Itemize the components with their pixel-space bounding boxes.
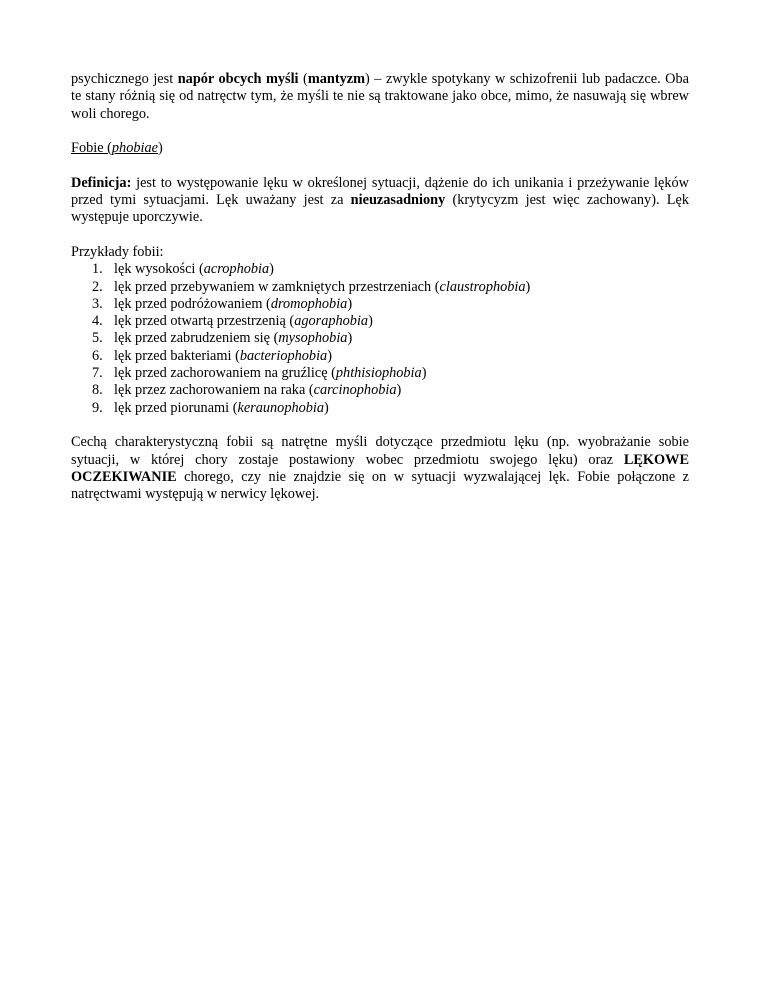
- spacer: [71, 123, 689, 140]
- list-text: lęk przed otwartą przestrzenią (: [114, 313, 295, 330]
- list-item: [71, 330, 689, 347]
- list-text: lęk przed piorunami (: [114, 399, 238, 416]
- phobia-list: [71, 261, 689, 417]
- list-item: [71, 313, 689, 330]
- heading-part: ): [157, 140, 163, 157]
- list-number: 9.: [92, 399, 103, 416]
- list-text: ): [347, 330, 353, 347]
- list-text: lęk przed zachorowaniem na gruźlicę (: [114, 365, 336, 382]
- list-text: ): [327, 347, 332, 364]
- latin-term: mysophobia: [278, 330, 348, 347]
- list-number: 2.: [92, 278, 103, 295]
- heading-part: Fobie (: [71, 140, 112, 157]
- bold-term: nieuzasadniony: [350, 192, 446, 209]
- paragraph-cecha-fobii: [71, 434, 689, 503]
- section-heading-fobie: [71, 140, 689, 157]
- list-number: 6.: [92, 347, 103, 364]
- latin-term: claustrophobia: [439, 278, 526, 295]
- list-text: ): [525, 278, 531, 295]
- latin-term: acrophobia: [203, 261, 270, 278]
- list-text: ): [324, 399, 329, 416]
- text-run: (: [298, 71, 308, 87]
- latin-term: agoraphobia: [294, 313, 369, 330]
- list-text: lęk przed przebywaniem w zamkniętych przestrzeniach (: [114, 278, 440, 295]
- text-run: (krytycyzm jest więc zachowany). Lęk występuje uporczywie.: [71, 192, 689, 226]
- definition-label: Definicja:: [71, 174, 132, 191]
- text-run: ) – zwykle spotykany w schizofrenii lub padaczce. Oba te stany różnią się od natręctw tym, że myśli te nie są traktowane jako obce, mimo, że nasuwają się wbrew woli chorego.: [71, 71, 689, 122]
- text-run: jest to występowanie lęku w określonej sytuacji, dążenie do ich unikania i przeżywanie lęków przed tymi sytuacjami. Lęk uważany jest za: [71, 174, 689, 209]
- latin-term: bacteriophobia: [239, 347, 328, 364]
- list-text: ): [421, 365, 427, 382]
- text-run: Cechą charakterystyczną fobii są natrętne myśli dotyczące przedmiotu lęku (np. wyobrażanie sobie sytuacji, w której chory zostaje postawiony wobec przedmiotu swojego lęku) oraz: [71, 434, 689, 468]
- list-item: [71, 261, 689, 278]
- list-text: lęk przed podróżowaniem (: [114, 295, 271, 312]
- list-text: ): [269, 261, 274, 278]
- text-run: chorego, czy nie znajdzie się on w sytuacji wyzwalającej lęk. Fobie połączone z natręctwami występują w nerwicy lękowej.: [71, 468, 689, 503]
- bold-term: LĘKOWE OCZEKIWANIE: [71, 451, 689, 485]
- spacer: [71, 227, 689, 244]
- paragraph-definicja: [71, 175, 689, 227]
- list-item: [71, 365, 689, 382]
- list-number: 1.: [92, 261, 103, 278]
- latin-term: phthisiophobia: [335, 365, 422, 382]
- list-item: [71, 279, 689, 296]
- latin-term: keraunophobia: [237, 399, 325, 416]
- list-number: 3.: [92, 295, 103, 312]
- list-text: ): [347, 295, 353, 312]
- latin-term: dromophobia: [270, 295, 348, 312]
- list-text: lęk wysokości (: [114, 261, 204, 278]
- list-item: [71, 382, 689, 399]
- text-run: psychicznego jest: [71, 71, 178, 87]
- list-number: 4.: [92, 313, 103, 330]
- heading-text: [71, 140, 158, 156]
- list-number: 5.: [92, 330, 103, 347]
- bold-term: mantyzm: [307, 71, 365, 87]
- list-text: lęk przez zachorowaniem na raka (: [114, 382, 314, 399]
- list-text: ): [368, 313, 373, 330]
- spacer: [71, 417, 689, 434]
- bold-term: napór obcych myśli: [177, 71, 299, 87]
- list-item: [71, 400, 689, 417]
- list-item: [71, 296, 689, 313]
- spacer: [71, 157, 689, 174]
- paragraph-napor-myśli: [71, 71, 689, 123]
- latin-term: carcinophobia: [313, 382, 397, 399]
- document-page: [71, 71, 689, 503]
- list-text: lęk przed zabrudzeniem się (: [114, 330, 279, 347]
- heading-latin-term: phobiae: [111, 140, 158, 157]
- list-text: ): [396, 382, 402, 399]
- examples-intro: Przykłady fobii:: [71, 243, 164, 260]
- list-number: 8.: [92, 382, 103, 399]
- list-item: [71, 348, 689, 365]
- list-text: lęk przed bakteriami (: [114, 347, 240, 364]
- list-number: 7.: [92, 365, 103, 382]
